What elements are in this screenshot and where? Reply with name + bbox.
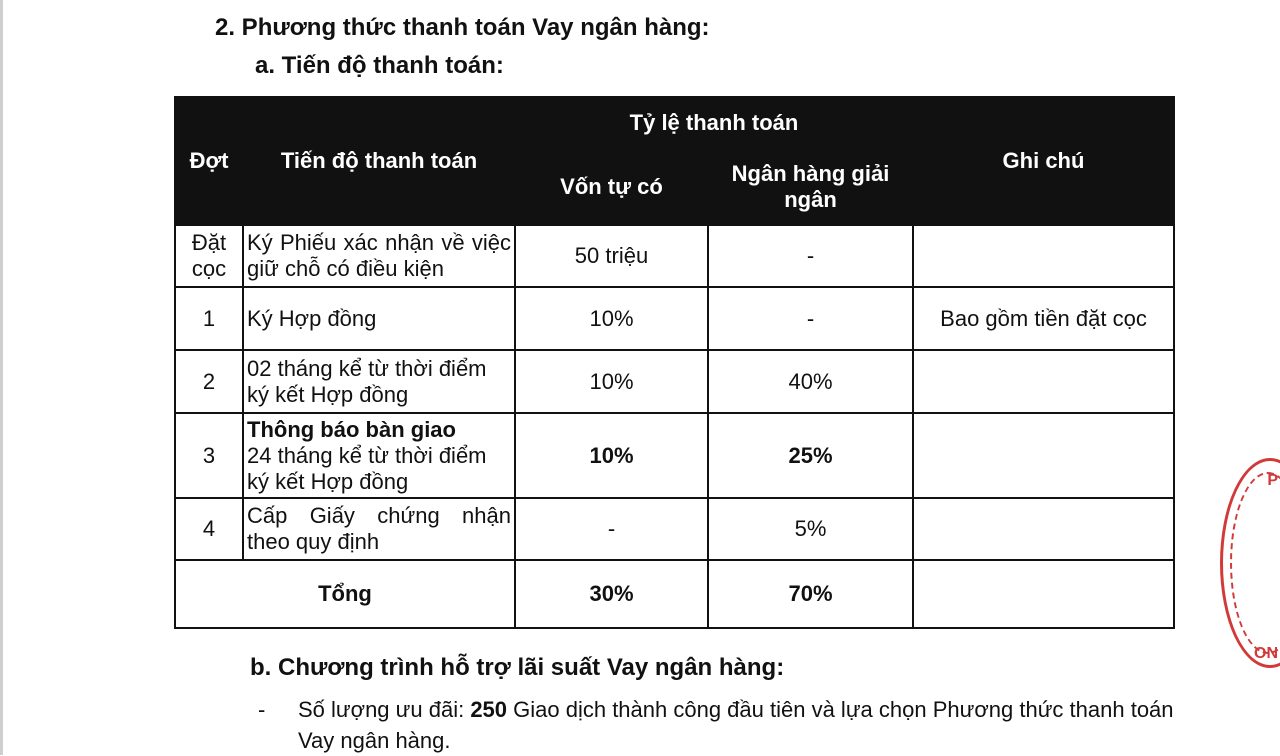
total-ngan-hang: 70%: [708, 560, 913, 628]
cell-dot: Đặt cọc: [175, 225, 243, 287]
cell-von-tu-co: 10%: [515, 350, 708, 413]
header-ty-le: Tỷ lệ thanh toán: [515, 97, 913, 149]
cell-tien-do: Ký Phiếu xác nhận về việc giữ chỗ có điều kiện: [243, 225, 515, 287]
cell-dot: 4: [175, 498, 243, 560]
cell-von-tu-co: 10%: [515, 287, 708, 350]
header-ngan-hang: Ngân hàng giải ngân: [708, 149, 913, 225]
header-von-tu-co: Vốn tự có: [515, 149, 708, 225]
table-row: [175, 225, 1174, 287]
table-row: [175, 413, 1174, 498]
cell-tien-do: Cấp Giấy chứng nhận theo quy định: [243, 498, 515, 560]
stamp-text-top: P: [1267, 472, 1278, 489]
cell-ghi-chu: [913, 498, 1174, 560]
payment-schedule-table: [174, 96, 1175, 629]
cell-ngan-hang: -: [708, 225, 913, 287]
cell-ghi-chu: [913, 350, 1174, 413]
cell-ngan-hang: 40%: [708, 350, 913, 413]
table-row: [175, 287, 1174, 350]
cell-tien-do: Ký Hợp đồng: [243, 287, 515, 350]
table-row: [175, 498, 1174, 560]
bullet-text: [298, 694, 1178, 756]
cell-von-tu-co: 10%: [515, 413, 708, 498]
page-edge: [0, 0, 3, 755]
table-row: [175, 350, 1174, 413]
cell-dot: 1: [175, 287, 243, 350]
header-ghi-chu: Ghi chú: [913, 97, 1174, 225]
cell-dot: 2: [175, 350, 243, 413]
bullet-dash: -: [258, 697, 266, 722]
cell-ghi-chu: [913, 225, 1174, 287]
section-2-heading: 2. Phương thức thanh toán Vay ngân hàng:: [215, 14, 710, 41]
stamp-text-bottom: ON: [1254, 645, 1278, 662]
subsection-a-heading: a. Tiến độ thanh toán:: [255, 52, 504, 79]
bullet-count: 250: [470, 697, 508, 722]
header-dot: Đợt: [175, 97, 243, 225]
total-label: Tổng: [175, 560, 515, 628]
cell-tien-do-text: 24 tháng kể từ thời điểm ký kết Hợp đồng: [247, 442, 487, 494]
subsection-b-heading: b. Chương trình hỗ trợ lãi suất Vay ngân hàng:: [250, 654, 785, 681]
cell-von-tu-co: 50 triệu: [515, 225, 708, 287]
cell-ngan-hang: 25%: [708, 413, 913, 498]
cell-tien-do-bold: Thông báo bàn giao: [247, 416, 456, 442]
cell-tien-do: 02 tháng kể từ thời điểm ký kết Hợp đồng: [243, 350, 515, 413]
cell-ghi-chu: Bao gồm tiền đặt cọc: [913, 287, 1174, 350]
cell-dot: 3: [175, 413, 243, 498]
bullet-prefix: Số lượng ưu đãi:: [298, 697, 471, 722]
bullet-rest: Giao dịch thành công đầu tiên và lựa chọn Phương thức thanh toán Vay ngân hàng.: [298, 697, 1174, 753]
header-tien-do: Tiến độ thanh toán: [243, 97, 515, 225]
cell-ngan-hang: 5%: [708, 498, 913, 560]
cell-von-tu-co: -: [515, 498, 708, 560]
total-von-tu-co: 30%: [515, 560, 708, 628]
cell-ghi-chu: [913, 413, 1174, 498]
cell-ngan-hang: -: [708, 287, 913, 350]
cell-tien-do: [243, 413, 515, 498]
total-ghi-chu: [913, 560, 1174, 628]
total-row: [175, 560, 1174, 628]
